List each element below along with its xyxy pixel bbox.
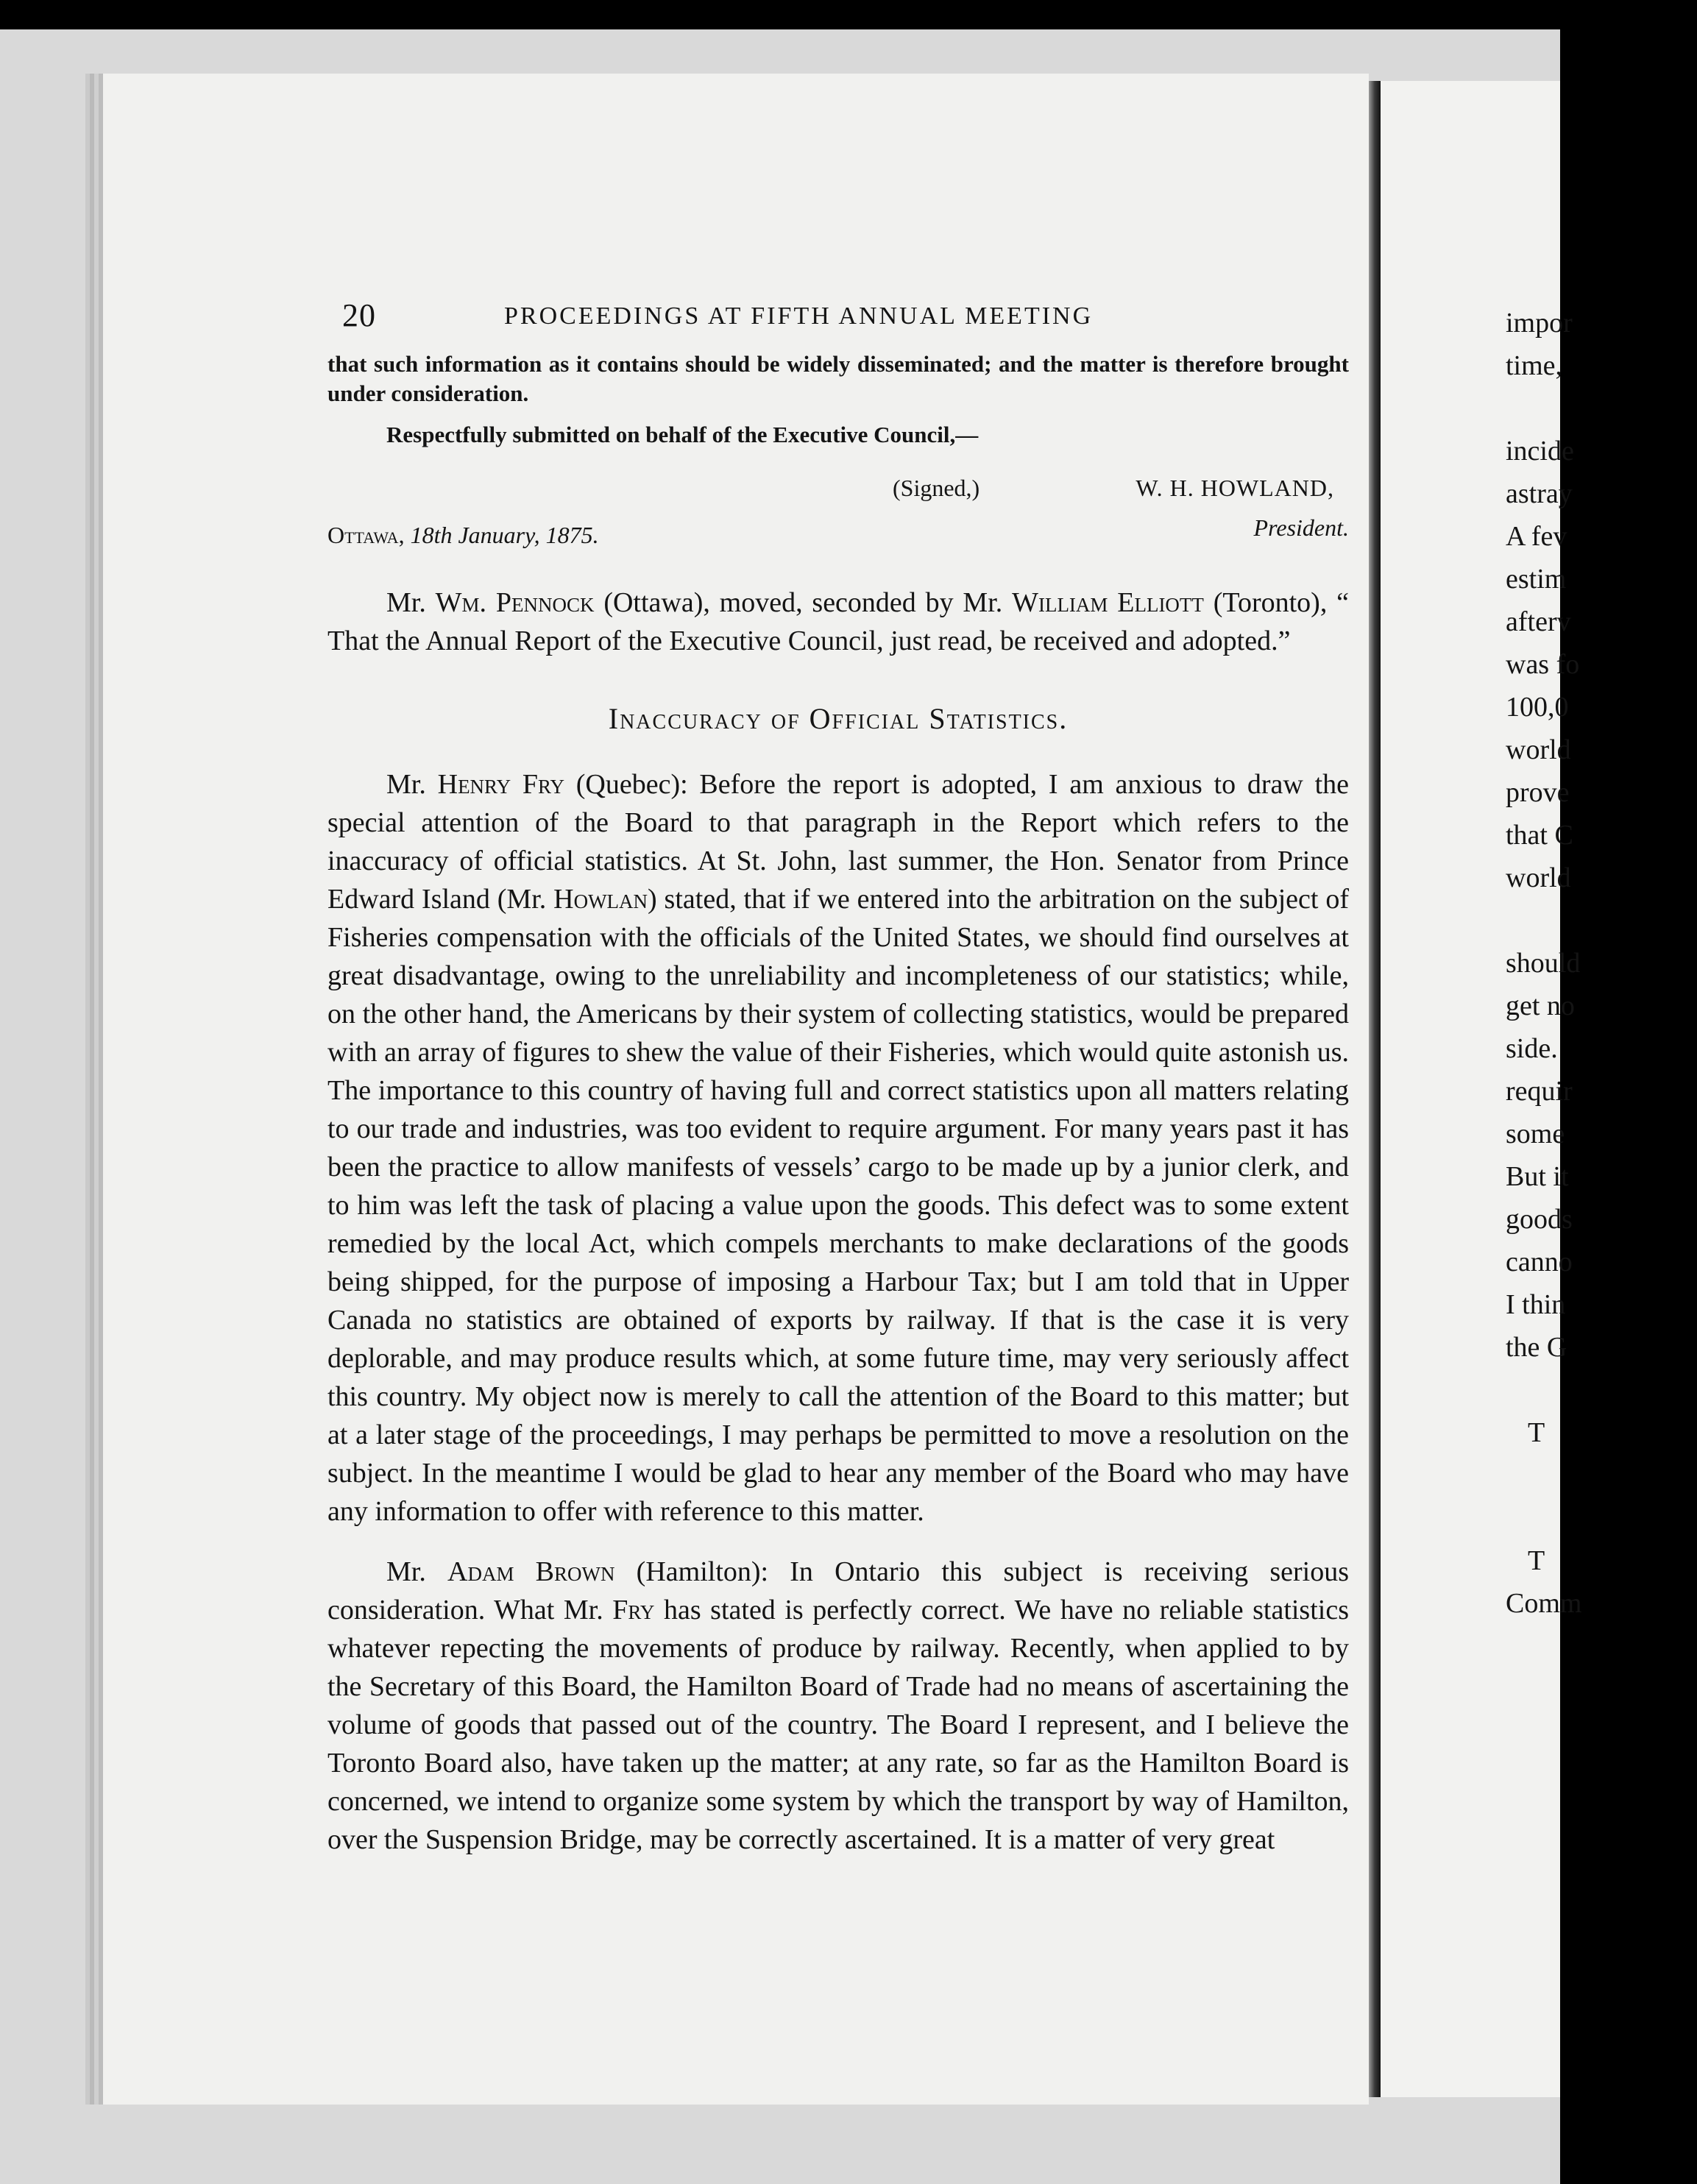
section-heading: Inaccuracy of Official Statistics. xyxy=(608,702,1069,735)
page-content xyxy=(327,291,1349,1859)
signature-row xyxy=(327,475,1349,511)
signatory-name: W. H. HOWLAND, xyxy=(1136,475,1334,501)
submission-line: Respectfully submitted on behalf of the Executive Council,— xyxy=(386,422,979,447)
fry-text-3: ) stated, that if we entered into the arbitration on the subject of Fisheries compensation with the officials of the United States, we should find ourselves at great disadvantage, owing to the unreliability and incompleteness of our statistics; while, on the other hand, the Americans by their system of collecting statistics, would be prepared with an array of figures to shew the value of their Fisheries, which would quite astonish us. The importance to this country of having full and correct statistics upon all matters relating to our trade and industries, was too evident to require argument. For many years past it has been the practice to allow manifests of vessels’ cargo to be made up by a junior clerk, and to him was left the task of placing a value upon the goods. This defect was to some extent remedied by the local Act, which compels merchants to make declarations of the goods being shipped, for the purpose of imposing a Harbour Tax; but I am told that in Upper Canada no statistics are obtained of exports by railway. If that is the case it is very deplorable, and may produce results which, at some future time, may very seriously affect this country. My object now is merely to call the attention of the Board to this matter; but at a later stage of the proceedings, I may perhaps be permitted to move a resolution on the subject. In the meantime I would be glad to hear any member of the Board who may have any information to offer with reference to this matter. xyxy=(327,884,1349,1527)
signed-label: (Signed,) xyxy=(893,475,980,501)
fry-speech xyxy=(327,765,1349,1531)
speaker-name-fry: Henry Fry xyxy=(437,769,564,800)
facing-page-line xyxy=(1506,1369,1697,1411)
facing-page-line: world xyxy=(1506,862,1571,893)
dateline-place: Ottawa, xyxy=(327,522,405,548)
name-howlan: Howlan xyxy=(553,884,648,915)
facing-page-line: the G xyxy=(1506,1332,1567,1363)
facing-page-line: afterv xyxy=(1506,606,1571,637)
facing-page-line: requir xyxy=(1506,1076,1573,1107)
facing-page-line: I thin xyxy=(1506,1289,1566,1320)
running-title: PROCEEDINGS AT FIFTH ANNUAL MEETING xyxy=(504,302,1094,330)
facing-page-line: world xyxy=(1506,734,1571,765)
scan-border-top xyxy=(0,0,1578,29)
facing-page-line: astray xyxy=(1506,478,1573,509)
facing-page-line: time, xyxy=(1506,350,1563,381)
facing-page-line: prove xyxy=(1506,777,1570,808)
speaker-name-brown: Adam Brown xyxy=(447,1556,615,1587)
facing-page-line: was fo xyxy=(1506,649,1580,680)
fry-text-1: Mr. xyxy=(386,769,438,800)
facing-page-line: But it xyxy=(1506,1161,1569,1192)
dateline-row xyxy=(327,511,1349,554)
facing-page-line: some xyxy=(1506,1118,1565,1149)
facing-page-line xyxy=(1506,899,1697,942)
facing-page-line: canno xyxy=(1506,1247,1573,1277)
mover-name: Wm. Pennock xyxy=(435,587,595,618)
brown-text-2: (Hamilton): In Ontario this subject is receiving serious consideration. What Mr. xyxy=(327,1556,1349,1625)
facing-page-line: side. xyxy=(1506,1033,1558,1064)
name-fry: Fry xyxy=(612,1595,655,1625)
facing-page-line: 100,0 xyxy=(1506,692,1569,723)
running-head xyxy=(327,291,1349,350)
seconder-name: William Elliott xyxy=(1012,587,1204,618)
facing-page-line: get no xyxy=(1506,990,1575,1021)
facing-page-line: T xyxy=(1528,1417,1545,1448)
book-gutter xyxy=(1369,81,1381,2097)
motion-text-3: (Toronto), “ That the Annual Report of the Executive Council, just read, be received and adopted.” xyxy=(327,587,1349,656)
brown-text-1: Mr. xyxy=(386,1556,448,1587)
page-number: 20 xyxy=(342,297,376,333)
report-closing-paragraph: that such information as it contains should be widely disseminated; and the matter is therefore brought under consideration. xyxy=(327,351,1349,406)
report-closing xyxy=(327,350,1349,450)
signatory-title: President. xyxy=(1253,514,1349,541)
fry-text-2: (Quebec): Before the report is adopted, I am anxious to draw the special attention of the Board to that paragraph in the Report which refers to the inaccuracy of official statistics. At St. John, last summer, the Hon. Senator from Prince Edward Island (Mr. xyxy=(327,769,1349,915)
brown-text-3: has stated is perfectly correct. We have no reliable statistics whatever repecting the movements of produce by railway. Recently, when applied to by the Secretary of this Board, the Hamilton Board of Trade had no means of ascertaining the volume of goods that passed out of the country. The Board I represent, and I believe the Toronto Board also, have taken up the matter; at any rate, so far as the Hamilton Board is concerned, we intend to organize some system by which the transport by way of Hamilton, over the Suspension Bridge, may be correctly ascertained. It is a matter of very great xyxy=(327,1595,1349,1855)
facing-page-line: should xyxy=(1506,948,1581,979)
facing-page-line: A fev xyxy=(1506,521,1567,552)
motion-text-1: Mr. xyxy=(386,587,436,618)
dateline xyxy=(327,522,599,549)
facing-page-line xyxy=(1506,1497,1697,1539)
brown-speech xyxy=(327,1553,1349,1859)
facing-page-line xyxy=(1506,1454,1697,1497)
left-page xyxy=(103,74,1369,2105)
facing-page xyxy=(1381,81,1582,2097)
facing-page-line: estim xyxy=(1506,564,1567,595)
motion-text-2: (Ottawa), moved, seconded by Mr. xyxy=(594,587,1013,618)
facing-page-line: that C xyxy=(1506,820,1573,851)
facing-page-line: Comm xyxy=(1506,1588,1582,1619)
facing-page-line: impor xyxy=(1506,308,1573,338)
facing-page-line xyxy=(1506,387,1697,430)
facing-page-line: goods xyxy=(1506,1204,1573,1235)
dateline-date: 18th January, 1875. xyxy=(404,522,599,548)
facing-page-line: incide xyxy=(1506,436,1574,467)
motion-paragraph xyxy=(327,584,1349,660)
facing-page-line: T xyxy=(1528,1545,1545,1576)
facing-page-fragments xyxy=(1506,302,1697,1625)
